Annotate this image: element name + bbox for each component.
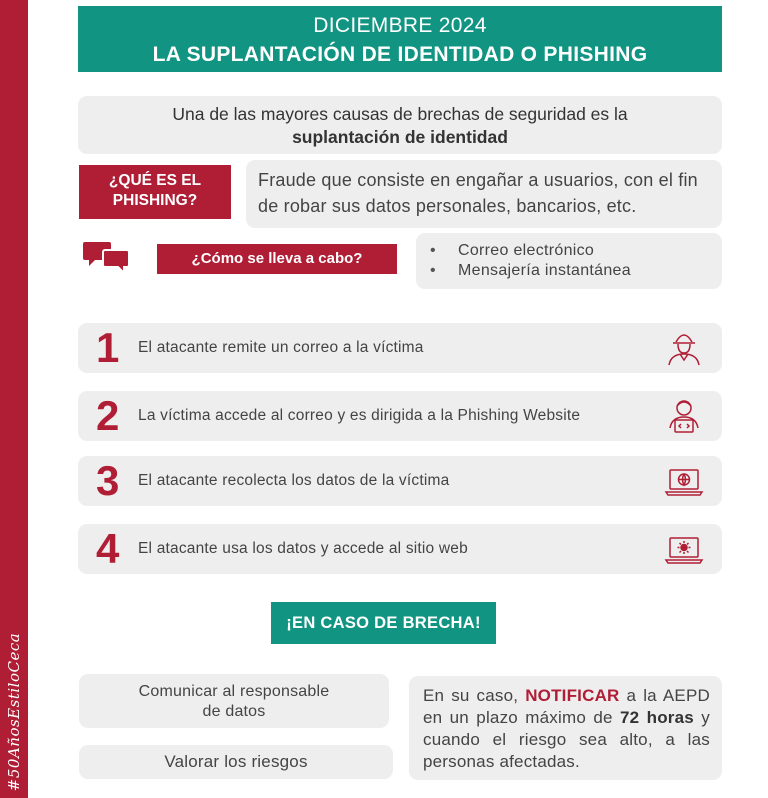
step-number: 4 <box>96 525 120 572</box>
step-3 <box>78 456 722 506</box>
communicate-line2: de datos <box>202 703 266 720</box>
what-label-line1: ¿QUÉ ES EL <box>108 172 202 189</box>
page-title: LA SUPLANTACIÓN DE IDENTIDAD O PHISHING <box>152 43 648 66</box>
chat-bubbles-icon <box>83 240 131 274</box>
laptop-alert-icon <box>664 531 704 567</box>
step-text: El atacante usa los datos y accede al sitio web <box>138 540 468 557</box>
step-2 <box>78 391 722 441</box>
what-label-line2: PHISHING? <box>112 192 198 209</box>
step-text: El atacante remite un correo a la víctima <box>138 339 424 356</box>
assess-text: Valorar los riesgos <box>164 752 308 771</box>
step-number: 3 <box>96 457 120 504</box>
intro-bold: suplantación de identidad <box>292 127 508 147</box>
notify-word: NOTIFICAR <box>525 686 620 705</box>
header-date: DICIEMBRE 2024 <box>313 14 487 37</box>
step-4 <box>78 524 722 574</box>
list-item: • Correo electrónico <box>430 242 595 259</box>
channels-panel <box>416 233 722 289</box>
step-text: El atacante recolecta los datos de la víctima <box>138 472 450 489</box>
notify-pre: En su caso, <box>423 686 519 705</box>
side-hashtag: #50AñosEstiloCeca <box>5 632 23 792</box>
notify-hours: 72 horas <box>619 708 694 727</box>
step-number: 1 <box>96 324 120 371</box>
step-number: 2 <box>96 392 120 439</box>
communicate-line1: Comunicar al responsable <box>138 683 330 700</box>
hacker-icon <box>664 330 704 366</box>
step-text: La víctima accede al correo y es dirigida a la Phishing Website <box>138 407 581 424</box>
what-label <box>79 165 231 219</box>
notify-panel <box>409 676 722 780</box>
developer-icon <box>664 398 704 434</box>
breach-title: ¡EN CASO DE BRECHA! <box>271 602 496 644</box>
step-1 <box>78 323 722 373</box>
header-banner <box>78 6 722 72</box>
laptop-globe-icon <box>664 463 704 499</box>
intro-panel <box>78 96 722 154</box>
list-item: • Mensajería instantánea <box>430 262 631 279</box>
notify-mid: a la AEPD en un plazo máximo de <box>423 686 710 727</box>
notify-post: y cuando el riesgo sea alto, a las personas afectadas. <box>423 708 710 771</box>
intro-text: Una de las mayores causas de brechas de seguridad es la <box>172 104 628 124</box>
communicate-panel <box>79 674 389 728</box>
definition-panel <box>246 160 722 228</box>
assess-panel <box>79 745 393 779</box>
how-label: ¿Cómo se lleva a cabo? <box>157 244 397 274</box>
definition-text: Fraude que consiste en engañar a usuarios, con el fin de robar sus datos personales, bancarios, etc. <box>258 170 698 216</box>
